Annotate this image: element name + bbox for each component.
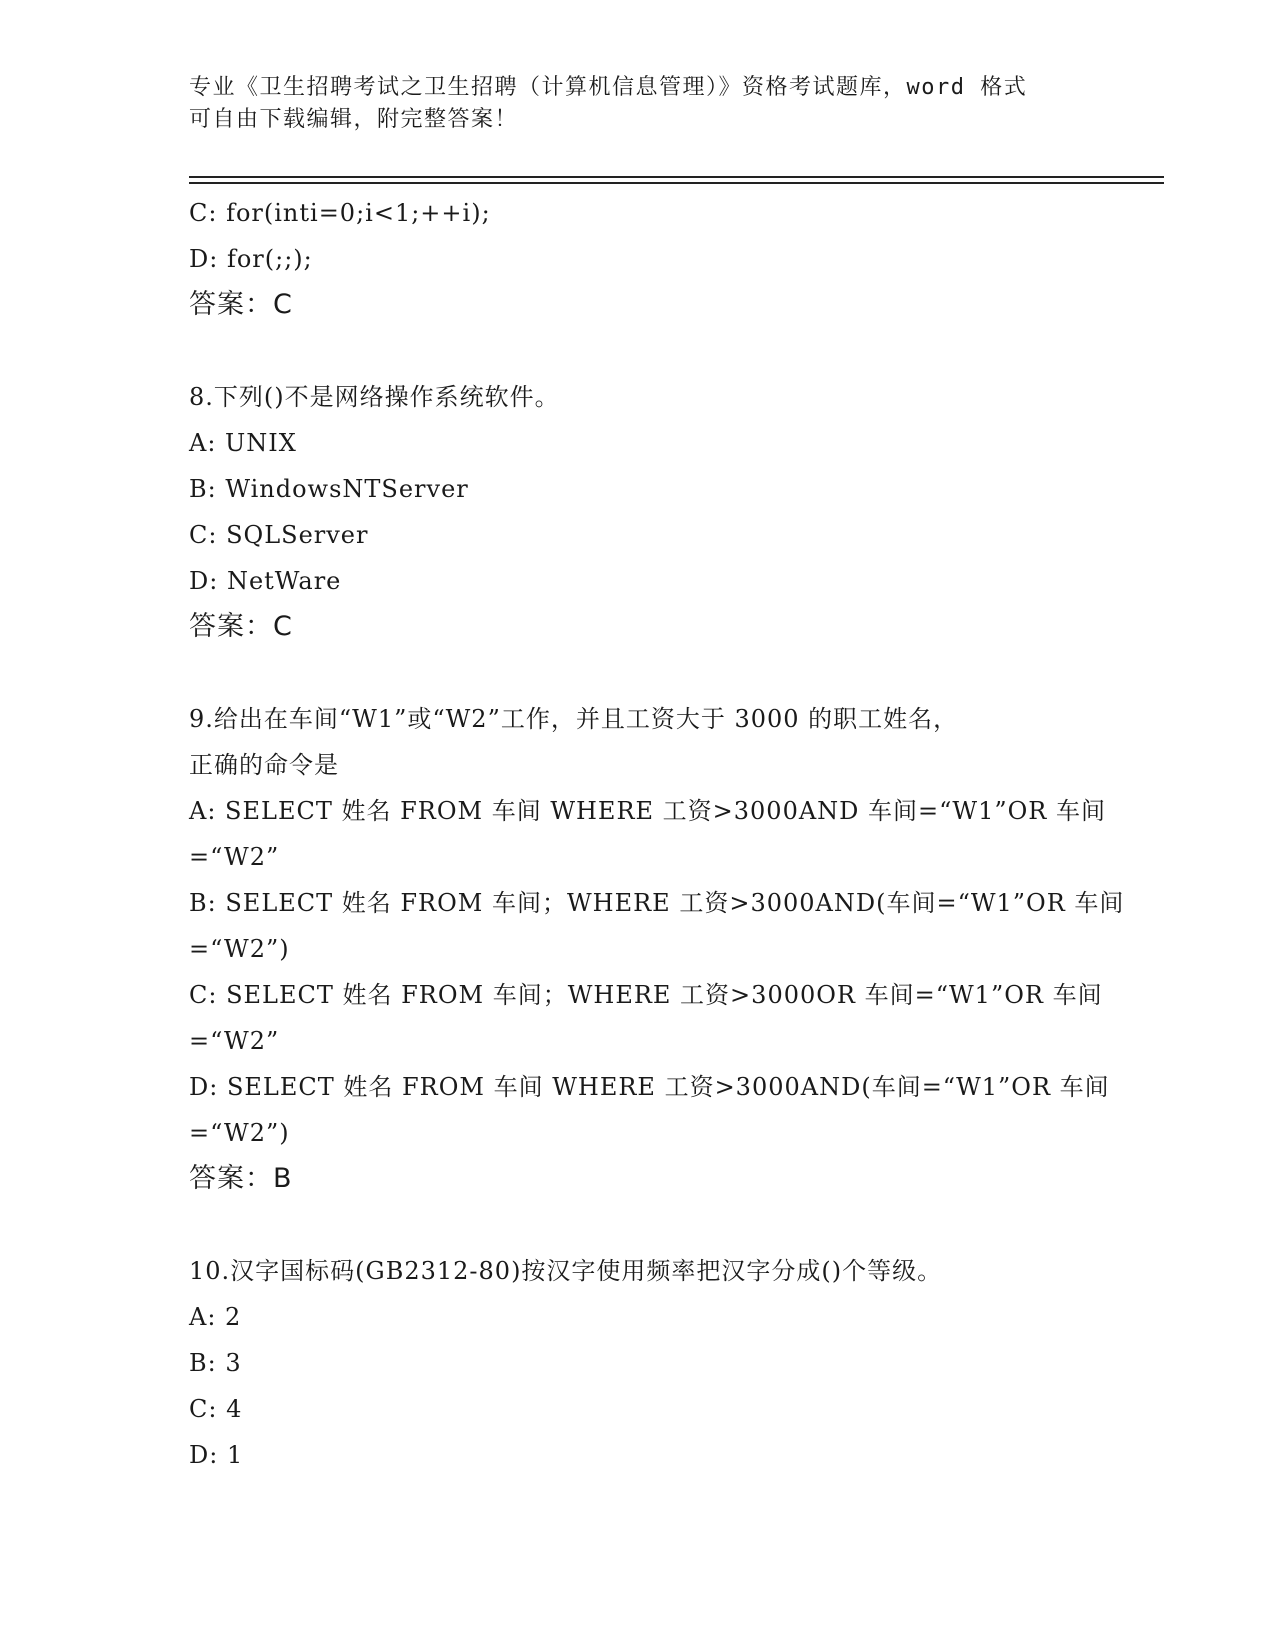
option-line: D: SELECT 姓名 FROM 车间 WHERE 工资>3000AND(车间=“W1”OR 车间 [189,1073,1110,1101]
question-10 [189,1248,1089,1478]
header-divider-bottom [189,182,1164,184]
option-line: C: 4 [189,1395,243,1423]
question-9 [189,696,1125,1202]
option-line: A: SELECT 姓名 FROM 车间 WHERE 工资>3000AND 车间=“W1”OR 车间 [189,797,1107,825]
question-stem: 10.汉字国标码(GB2312-80)按汉字使用频率把汉字分成()个等级。 [189,1257,943,1285]
option-line: C: SQLServer [189,521,369,549]
header-divider-top [189,176,1164,178]
option-line: B: SELECT 姓名 FROM 车间；WHERE 工资>3000AND(车间=“W1”OR 车间 [189,889,1125,917]
answer-line: 答案：C [189,289,293,320]
option-line: D: NetWare [189,567,342,595]
option-line: C: for(inti=0;i<1;++i); [189,199,491,227]
question-8 [189,374,1089,650]
option-line-continued: =“W2”) [189,1119,290,1147]
spacer [189,328,1089,374]
option-line: C: SELECT 姓名 FROM 车间；WHERE 工资>3000OR 车间=“W1”OR 车间 [189,981,1103,1009]
option-line: B: 3 [189,1349,242,1377]
question-7-continued [189,190,1089,328]
question-stem-continued: 正确的命令是 [189,751,339,779]
option-line: A: 2 [189,1303,242,1331]
header-line-1: 专业《卫生招聘考试之卫生招聘（计算机信息管理）》资格考试题库，word 格式 [189,75,1028,100]
question-stem: 8.下列()不是网络操作系统软件。 [189,383,560,411]
answer-line: 答案：B [189,1163,293,1194]
option-line-continued: =“W2” [189,843,280,871]
option-line-continued: =“W2” [189,1027,280,1055]
spacer [189,1202,1089,1248]
document-header [189,72,1089,136]
question-stem: 9.给出在车间“W1”或“W2”工作，并且工资大于 3000 的职工姓名， [189,705,959,733]
option-line: D: for(;;); [189,245,313,273]
option-line: B: WindowsNTServer [189,475,469,503]
spacer [189,650,1089,696]
option-line: A: UNIX [189,429,297,457]
option-line-continued: =“W2”) [189,935,290,963]
question-list [189,190,1125,1478]
header-line-2: 可自由下载编辑，附完整答案！ [189,107,519,132]
option-line: D: 1 [189,1441,244,1469]
answer-line: 答案：C [189,611,293,642]
